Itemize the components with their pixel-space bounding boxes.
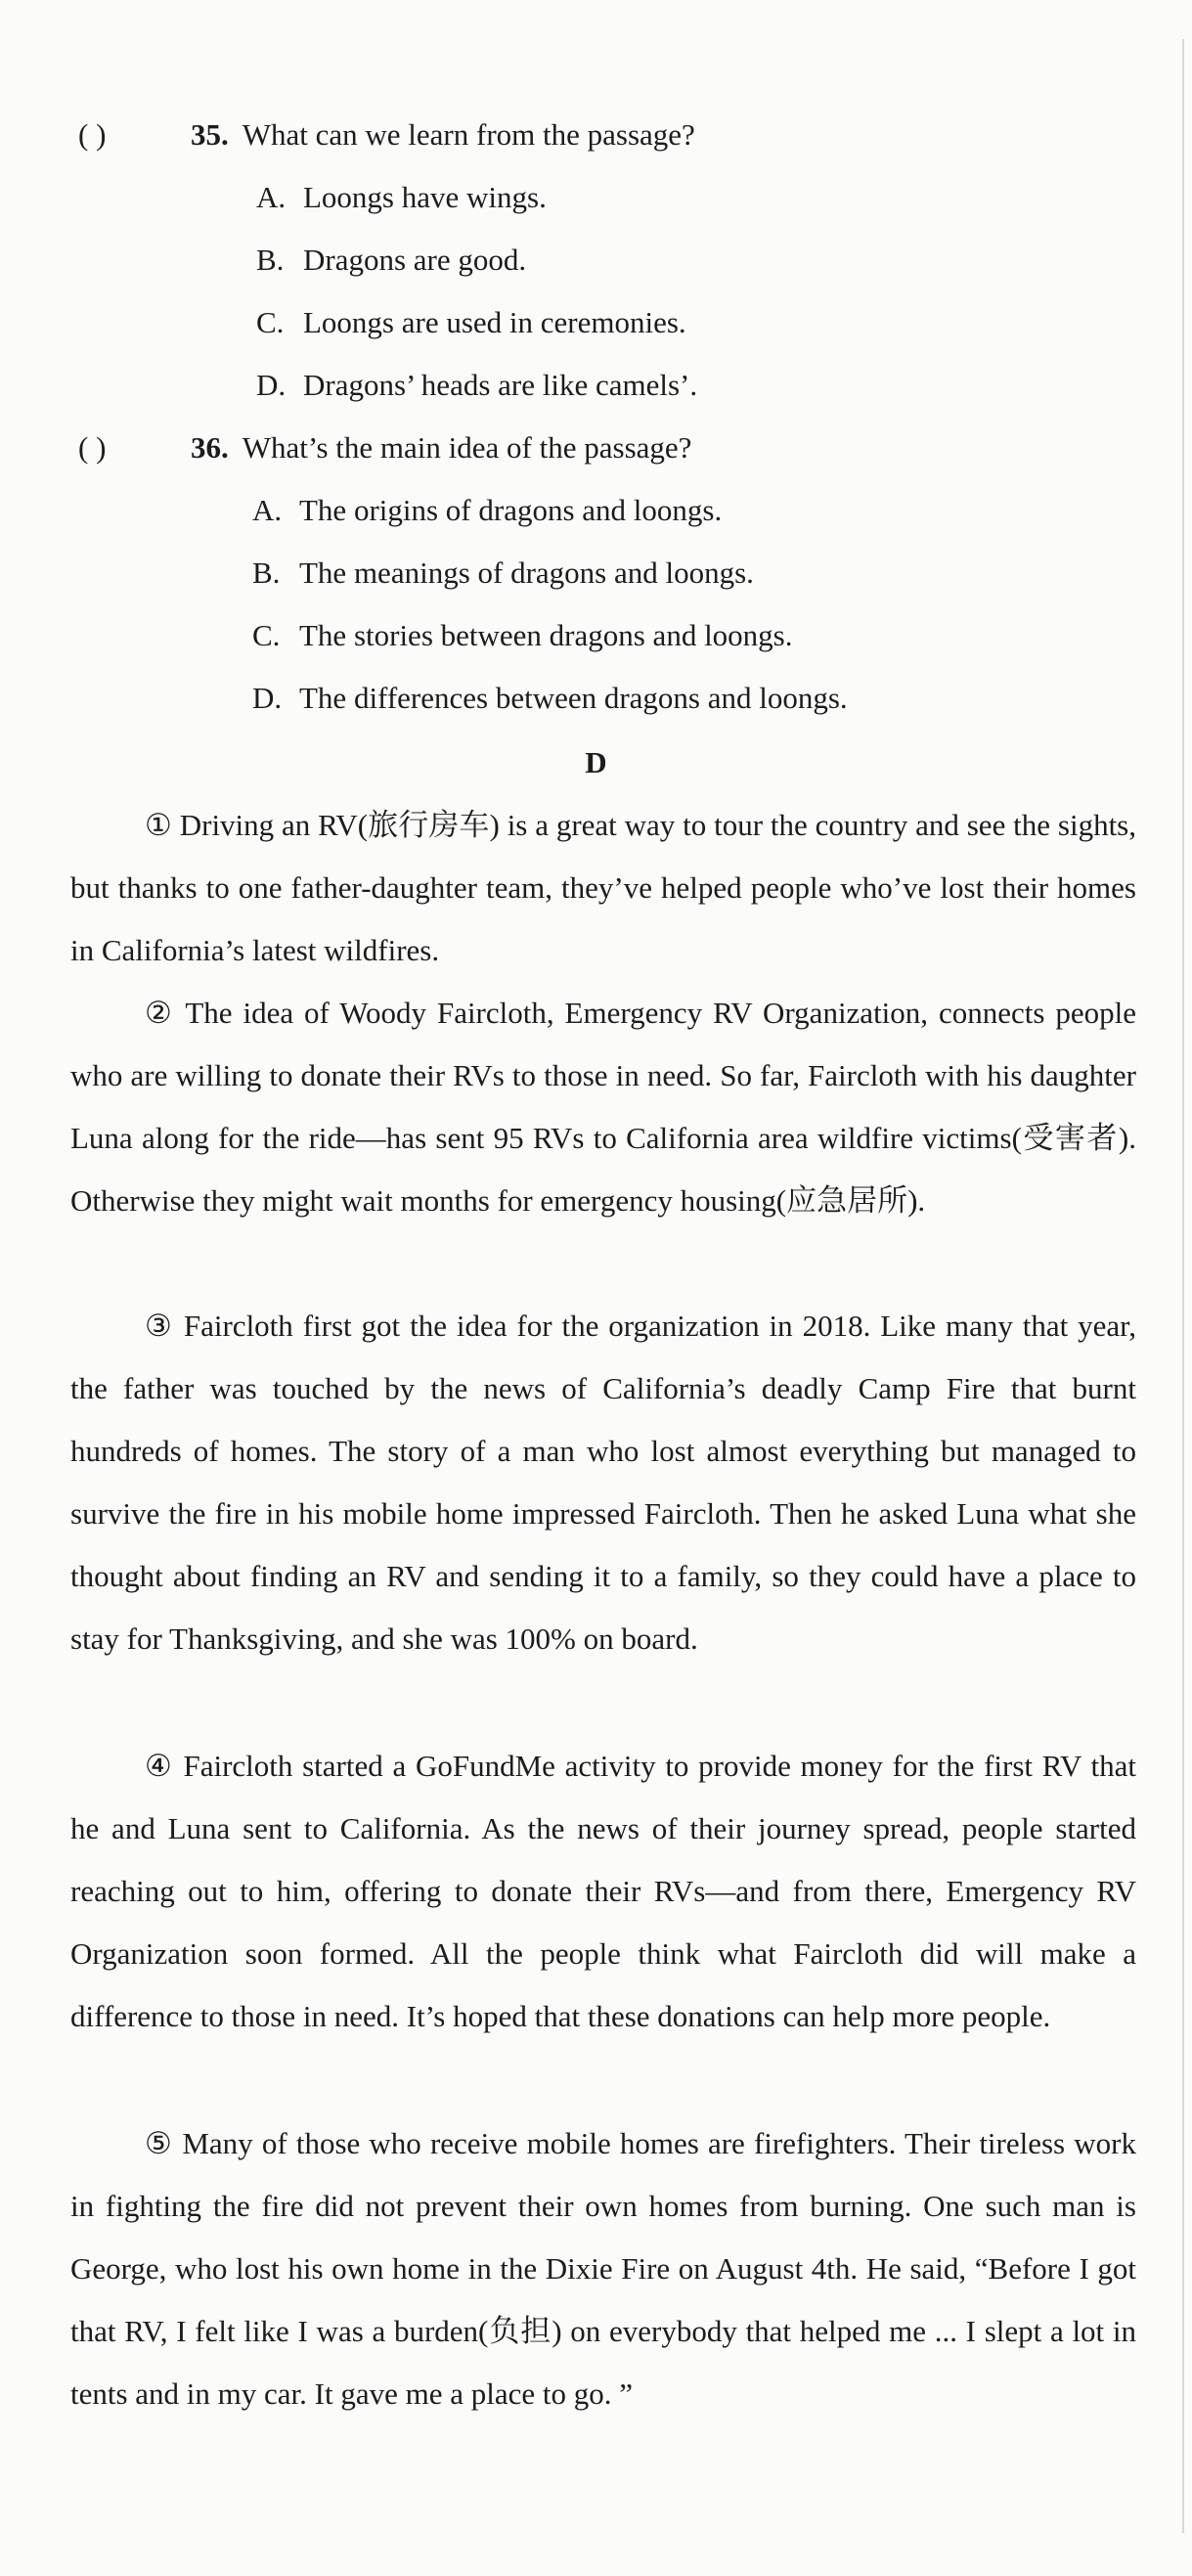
question-number: 36. xyxy=(191,430,229,465)
option-35-a[interactable] xyxy=(256,178,547,217)
option-text: The stories between dragons and loongs. xyxy=(299,618,793,652)
paragraph-4: ④ Faircloth started a GoFundMe activity to provide money for the first RV that he and Luna sent to California. As the news of their journey spread, people started reaching out to him, offering to donate their RVs—and from there, Emergency RV Organization soon formed. All the people think what Faircloth did will make a difference to those in need. It’s hoped that these donations can help more people. xyxy=(70,1749,1136,2033)
answer-blank[interactable]: ( ) xyxy=(78,430,107,465)
question-number: 35. xyxy=(191,117,229,152)
option-text: The origins of dragons and loongs. xyxy=(299,493,723,527)
option-label: A. xyxy=(252,493,283,527)
option-label: B. xyxy=(252,555,281,590)
option-text: Loongs are used in ceremonies. xyxy=(303,305,686,339)
option-label: B. xyxy=(256,243,285,277)
option-label: C. xyxy=(252,618,281,652)
question-35 xyxy=(78,115,695,155)
option-text: The meanings of dragons and loongs. xyxy=(299,555,754,590)
option-text: Dragons are good. xyxy=(303,243,527,277)
option-36-c[interactable] xyxy=(252,616,793,655)
question-text: What can we learn from the passage? xyxy=(242,117,695,152)
paragraph-5: ⑤ Many of those who receive mobile homes are firefighters. Their tireless work in fighting the fire did not prevent their own homes from burning. One such man is George, who lost his own home in the Dixie Fire on August 4th. He said, “Before I got that RV, I felt like I was a burden(负担) on everybody that helped me ... I slept a lot in tents and in my car. It gave me a place to go. ” xyxy=(70,2126,1136,2411)
page-edge-line xyxy=(1182,39,1184,2533)
option-35-b[interactable] xyxy=(256,241,526,280)
option-36-d[interactable] xyxy=(252,679,848,718)
option-36-b[interactable] xyxy=(252,554,754,593)
section-title: D xyxy=(585,745,607,779)
option-36-a[interactable] xyxy=(252,491,722,530)
option-text: Dragons’ heads are like camels’. xyxy=(303,368,698,402)
option-label: C. xyxy=(256,305,285,339)
option-text: Loongs have wings. xyxy=(303,180,547,214)
option-35-c[interactable] xyxy=(256,303,686,342)
answer-blank[interactable]: ( ) xyxy=(78,117,107,152)
paragraph-3: ③ Faircloth first got the idea for the organization in 2018. Like many that year, the father was touched by the news of California’s deadly Camp Fire that burnt hundreds of homes. The story of a man who lost almost everything but managed to survive the fire in his mobile home impressed Faircloth. Then he asked Luna what she thought about finding an RV and sending it to a family, so they could have a place to stay for Thanksgiving, and she was 100% on board. xyxy=(70,1309,1136,1656)
option-text: The differences between dragons and loongs. xyxy=(299,681,848,715)
option-label: D. xyxy=(252,681,283,715)
option-label: A. xyxy=(256,180,287,214)
option-label: D. xyxy=(256,368,287,402)
question-36 xyxy=(78,428,691,467)
paragraph-1: ① Driving an RV(旅行房车) is a great way to tour the country and see the sights, but thanks to one father-daughter team, they’ve helped people who’ve lost their homes in California’s latest wildfires. xyxy=(70,808,1136,967)
question-text: What’s the main idea of the passage? xyxy=(242,430,692,465)
option-35-d[interactable] xyxy=(256,366,697,405)
paragraph-2: ② The idea of Woody Faircloth, Emergency RV Organization, connects people who are willing to donate their RVs to those in need. So far, Faircloth with his daughter Luna along for the ride—has sent 95 RVs to California area wildfire victims(受害者). Otherwise they might wait months for emergency housing(应急居所). xyxy=(70,996,1136,1218)
